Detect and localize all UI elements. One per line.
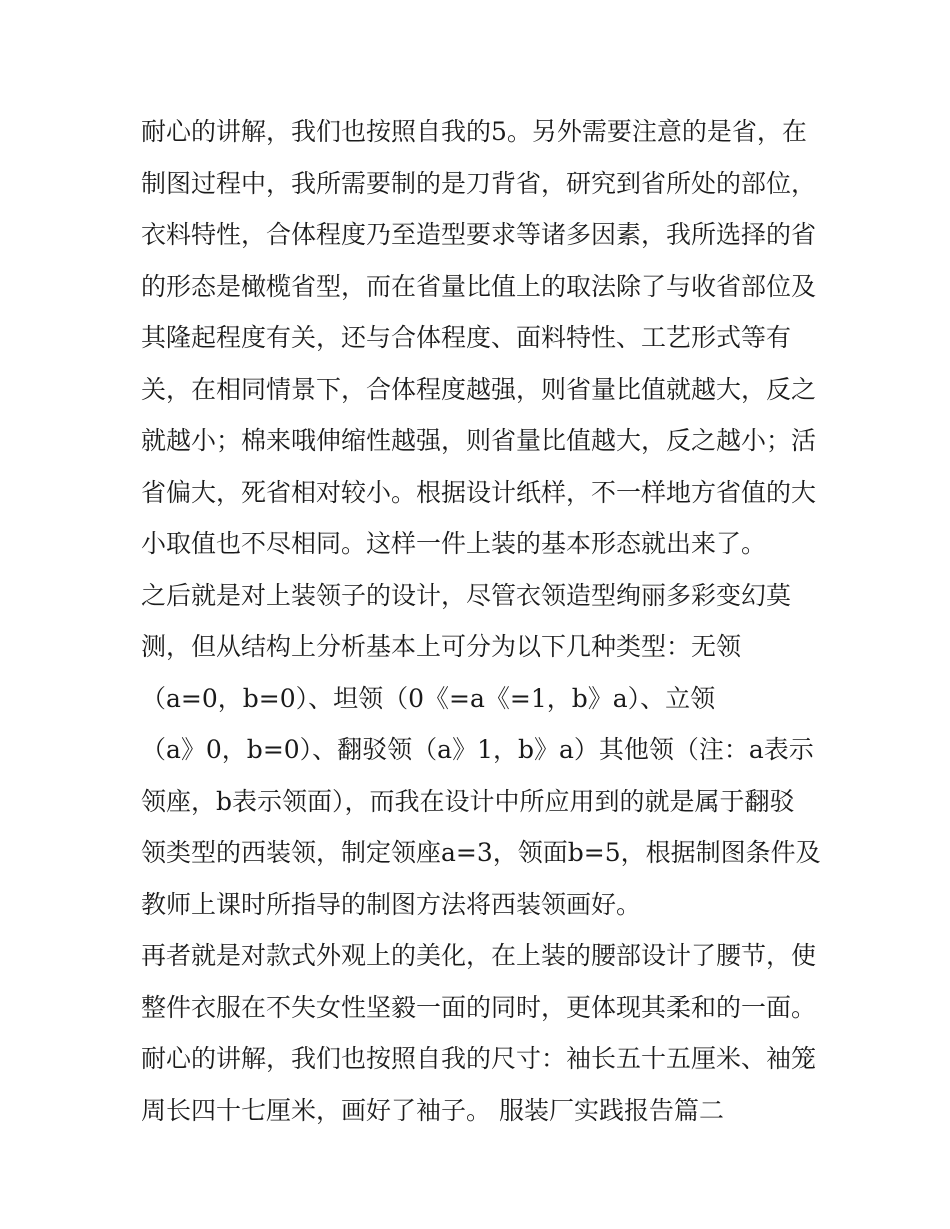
text-line: 领座，b表示领面），而我在设计中所应用到的就是属于翻驳 — [141, 786, 795, 816]
text-line: 领类型的西装领，制定领座a=3，领面b=5，根据制图条件及 — [141, 838, 821, 867]
text-line: 就越小；棉来哦伸缩性越强，则省量比值越大，反之越小；活 — [141, 426, 817, 455]
text-line: 再者就是对款式外观上的美化，在上装的腰部设计了腰节，使 — [141, 941, 817, 970]
text-line: 教师上课时所指导的制图方法将西装领画好。 — [141, 889, 642, 919]
text-line: 其隆起程度有关，还与合体程度、面料特性、工艺形式等有 — [141, 323, 792, 352]
text-line: 整件衣服在不失女性坚毅一面的同时，更体现其柔和的一面。 — [141, 992, 817, 1022]
text-line: 省偏大，死省相对较小。根据设计纸样，不一样地方省值的大 — [141, 477, 817, 507]
text-line: 小取值也不尽相同。这样一件上装的基本形态就出来了。 — [141, 529, 767, 558]
text-line: 的形态是橄榄省型，而在省量比值上的取法除了与收省部位及 — [141, 271, 817, 301]
text-line: 测，但从结构上分析基本上可分为以下几种类型：无领 — [141, 632, 742, 661]
text-line: 耐心的讲解，我们也按照自我的尺寸：袖长五十五厘米、袖笼 — [141, 1044, 817, 1073]
body-text — [141, 106, 821, 1136]
text-line: 制图过程中，我所需要制的是刀背省，研究到省所处的部位， — [141, 168, 817, 198]
text-line: 衣料特性，合体程度乃至造型要求等诸多因素，我所选择的省 — [141, 220, 817, 249]
text-line: 关，在相同情景下，合体程度越强，则省量比值就越大，反之 — [141, 374, 817, 404]
text-line: （a=0，b=0）、坦领（0《=a《=1，b》a）、立领 — [141, 683, 716, 713]
text-line: 耐心的讲解，我们也按照自我的5。另外需要注意的是省，在 — [141, 117, 807, 146]
text-line: （a》0，b=0）、翻驳领（a》1，b》a）其他领（注：a表示 — [141, 735, 814, 764]
text-line: 周长四十七厘米，画好了袖子。 服装厂实践报告篇二 — [141, 1095, 724, 1125]
text-line: 之后就是对上装领子的设计，尽管衣领造型绚丽多彩变幻莫 — [141, 580, 792, 610]
